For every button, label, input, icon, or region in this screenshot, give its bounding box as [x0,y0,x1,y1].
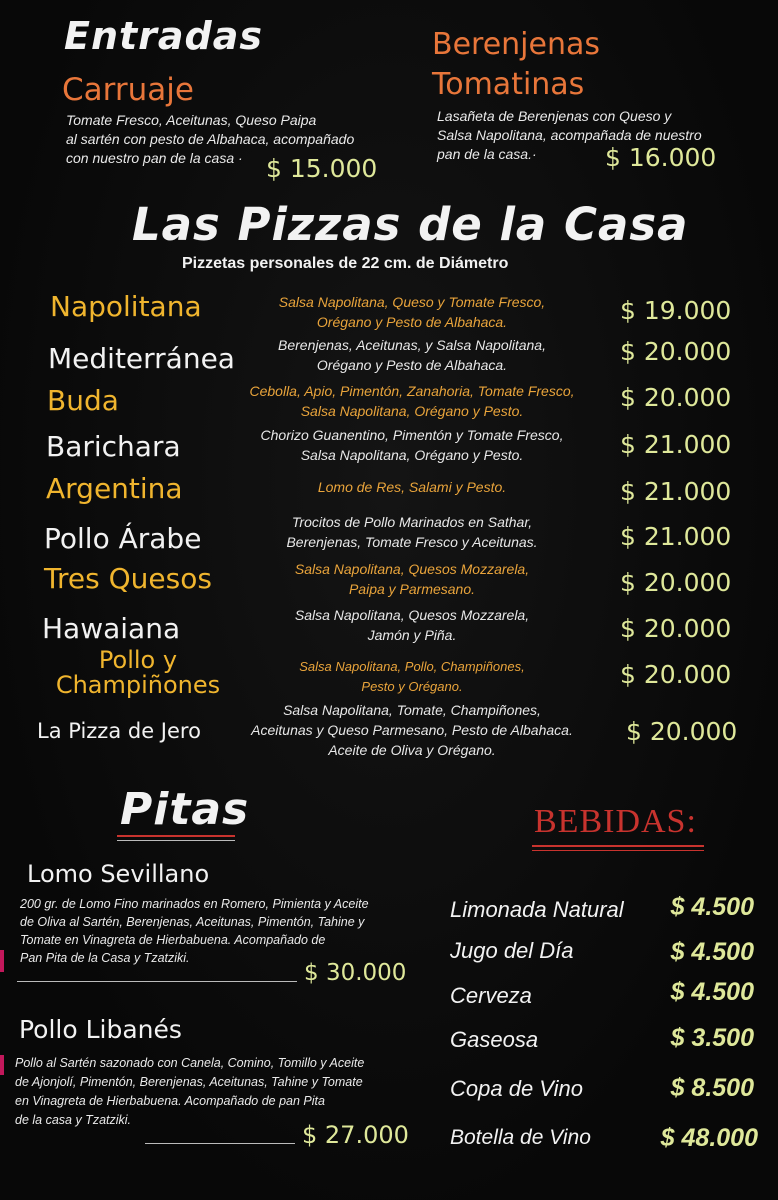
pizza-desc: Chorizo Guanentino, Pimentón y Tomate Fresco, Salsa Napolitana, Orégano y Pesto. [260,427,564,463]
pitas-title: Pitas [120,784,250,835]
entrada-name: Berenjenas Tomatinas [432,27,601,102]
pita-name: Pollo Libanés [19,1015,182,1044]
entrada-price: $ 16.000 [605,143,717,172]
drink-price: $ 8.500 [670,1074,754,1102]
drink-name: Gaseosa [450,1027,539,1052]
pizzas-title: Las Pizzas de la Casa [132,198,689,251]
bebidas-underline [532,850,704,851]
pizza-price: $ 21.000 [620,522,732,551]
entrada-name: Carruaje [62,72,194,108]
drink-name: Copa de Vino [450,1076,583,1101]
pizza-name: Buda [47,384,119,417]
pizza-price: $ 20.000 [626,717,738,746]
pizza-desc: Salsa Napolitana, Quesos Mozzarela, Jamón y Piña. [294,607,530,643]
pizza-price: $ 20.000 [620,614,732,643]
pizza-price: $ 20.000 [620,337,732,366]
drink-price: $ 48.000 [660,1124,758,1152]
pizza-name: La Pizza de Jero [37,719,201,743]
pizza-desc: Trocitos de Pollo Marinados en Sathar, Berenjenas, Tomate Fresco y Aceitunas. [286,514,538,550]
drink-price: $ 4.500 [670,978,754,1006]
drink-price: $ 3.500 [670,1024,754,1052]
drink-price: $ 4.500 [670,938,754,966]
drink-name: Cerveza [450,983,532,1008]
pizza-price: $ 20.000 [620,660,732,689]
pita-price: $ 30.000 [304,960,407,986]
entrada-desc: Tomate Fresco, Aceitunas, Queso Paipa al sartén con pesto de Albahaca, acompañado con nuestro pan de la casa · [66,112,355,166]
pizza-name: Pollo Árabe [44,522,202,555]
edge-mark [0,950,4,972]
pizza-desc: Salsa Napolitana, Tomate, Champiñones, Aceitunas y Queso Parmesano, Pesto de Albahaca. Aceite de Oliva y Orégano. [251,702,573,758]
pizza-name: Hawaiana [42,612,181,645]
pizzas-subtitle: Pizzetas personales de 22 cm. de Diámetro [182,255,509,272]
entrada-desc: Lasañeta de Berenjenas con Queso y Salsa Napolitana, acompañada de nuestro pan de la casa.· [437,108,702,162]
pita-name: Lomo Sevillano [27,860,210,888]
pizza-name: Napolitana [50,290,202,323]
pita-rule [145,1143,295,1144]
pitas-underline [117,835,235,837]
pita-price: $ 27.000 [302,1121,409,1149]
pizza-name: Tres Quesos [44,562,212,595]
pizza-desc: Salsa Napolitana, Pollo, Champiñones, Pesto y Orégano. [299,659,525,694]
bebidas-title: BEBIDAS: [534,803,697,840]
pizza-price: $ 21.000 [620,477,732,506]
drink-name: Limonada Natural [450,897,624,922]
pizza-desc: Salsa Napolitana, Queso y Tomate Fresco, Orégano y Pesto de Albahaca. [278,294,546,330]
drink-price: $ 4.500 [670,893,754,921]
pizza-desc: Berenjenas, Aceitunas, y Salsa Napolitana, Orégano y Pesto de Albahaca. [278,337,546,373]
drink-name: Jugo del Día [450,938,574,963]
pita-rule [17,981,297,982]
pizza-desc: Lomo de Res, Salami y Pesto. [317,479,507,495]
pizza-name: Barichara [46,430,181,463]
pitas-underline [117,840,235,841]
pizza-price: $ 20.000 [620,568,732,597]
pita-desc: 200 gr. de Lomo Fino marinados en Romero, Pimienta y Aceite de Oliva al Sartén, Berenjenas, Aceitunas, Pimentón, Tahine y Tomate en Vinagreta de Hierbabuena. Acompañado de Pan Pita de la Casa y Tzatziki. [20,897,369,965]
pizza-desc: Salsa Napolitana, Quesos Mozzarela, Paipa y Parmesano. [294,561,530,597]
bebidas-underline [532,845,704,847]
pita-desc: Pollo al Sartén sazonado con Canela, Comino, Tomillo y Aceite de Ajonjolí, Pimentón, Berenjenas, Aceitunas, Tahine y Tomate en Vinagreta de Hierbabuena. Acompañado de pan Pita de la casa y Tzatziki. [15,1056,365,1127]
entradas-title: Entradas [64,14,264,58]
edge-mark [0,1055,4,1075]
pizza-name: Mediterránea [48,342,235,375]
pizza-name: Pollo y Champiñones [55,646,221,699]
pizza-price: $ 21.000 [620,430,732,459]
drink-name: Botella de Vino [450,1126,591,1149]
pizza-price: $ 20.000 [620,383,732,412]
pizza-price: $ 19.000 [620,296,732,325]
entrada-price: $ 15.000 [266,154,378,183]
pizza-desc: Cebolla, Apio, Pimentón, Zanahoria, Tomate Fresco, Salsa Napolitana, Orégano y Pesto. [249,383,575,419]
pizza-name: Argentina [46,472,183,505]
